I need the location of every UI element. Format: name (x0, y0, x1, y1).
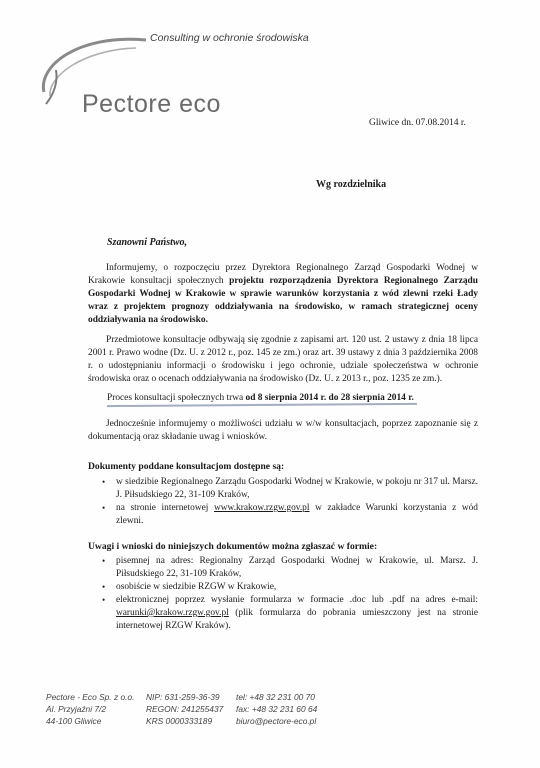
footer-line: NIP: 631-259-36-39 (146, 692, 220, 702)
footer-email[interactable]: biuro@pectore-eco.pl (236, 716, 317, 726)
company-tagline: Consulting w ochronie środowiska (150, 32, 309, 44)
documents-list (88, 476, 478, 528)
paragraph-participation: Jednocześnie informujemy o możliwości udziału w w/w konsultacjach, poprzez zapoznanie się z dokumentacją oraz składanie uwag i wniosków. (88, 419, 478, 442)
bullet-icon: • (102, 503, 106, 513)
project-title: projektu rozporządzenia Dyrektora Regionalnego Zarządu Gospodarki Wodnej w Krakowie w sprawie warunków korzystania z wód zlewni rzeki Łady wraz z projektem prognozy oddziaływania na środowisko, w ramach strategicznej oceny oddziaływania na środowisko. (88, 276, 478, 325)
footer-registration (146, 691, 223, 727)
footer-line: Al. Przyjaźni 7/2 (46, 704, 107, 714)
footer-line: Pectore - Eco Sp. z o.o. (46, 692, 135, 702)
intro-text: Informujemy, o rozpoczęciu przez Dyrektora Regionalnego Zarząd Gospodarki Wodnej w Krakowie konsultacji społecznych (88, 263, 478, 286)
footer-line: fax: +48 32 231 60 64 (236, 704, 318, 714)
list-item: • pisemnej na adres: Regionalny Zarząd Gospodarki Wodnej w Krakowie, ul. Marsz. J. Piłsudskiego 22, 31-109 Kraków, (102, 556, 478, 579)
letter-date: Gliwice dn. 07.08.2014 r. (369, 118, 466, 128)
period-intro: Proces konsultacji społecznych trwa (107, 393, 246, 403)
logo-text: Pectore eco (82, 90, 221, 118)
footer-line: 44-100 Gliwice (46, 716, 102, 726)
footer-contact (236, 691, 317, 727)
list-item: • elektronicznej poprzez wysłanie formularza w formacie .doc lub .pdf na adres e-mail: warunki@krakow.rzgw.gov.pl (plik formularza do pobrania umieszczony jest na stronie internetowej RZGW Kraków). (102, 595, 478, 631)
list-item: • osobiście w siedzibie RZGW w Krakowie, (102, 582, 277, 592)
footer-line: REGON: 241255437 (146, 704, 224, 714)
bullet-icon: • (102, 556, 106, 566)
letter-recipient: Wg rozdzielnika (316, 179, 387, 190)
comments-section-title: Uwagi i wnioski do niniejszych dokumentów można zgłaszać w formie: (88, 541, 378, 552)
footer-line: KRS 0000333189 (146, 716, 213, 726)
list-item: • na stronie internetowej www.krakow.rzgw.gov.pl w zakładce Warunki korzystania z wód zlewni. (102, 503, 478, 526)
bullet-icon: • (102, 595, 106, 605)
period-dates: od 8 sierpnia 2014 r. do 28 sierpnia 2014 r. (245, 393, 414, 403)
footer-line: tel: +48 32 231 00 70 (236, 692, 315, 702)
bullet-icon: • (102, 477, 106, 487)
website-link[interactable]: www.krakow.rzgw.gov.pl (214, 503, 310, 513)
list-item: • w siedzibie Regionalnego Zarządu Gospodarki Wodnej w Krakowie, w pokoju nr 317 ul. Marsz. J. Piłsudskiego 22, 31-109 Kraków, (102, 477, 479, 500)
bullet-icon: • (102, 582, 106, 592)
letter-greeting: Szanowni Państwo, (107, 237, 188, 248)
paragraph-intro (88, 262, 478, 327)
email-link[interactable]: warunki@krakow.rzgw.gov.pl (116, 608, 229, 618)
paragraph-legal-basis: Przedmiotowe konsultacje odbywają się zgodnie z zapisami art. 120 ust. 2 ustawy z dnia 18 lipca 2001 r. Prawo wodne (Dz. U. z 2012 r., poz. 145 ze zm.) oraz art. 39 ustawy z dnia 3 października 2008 r. o udostępnianiu informacji o środowisku i jego ochronie, udziale społeczeństwa w ochronie środowiska oraz o ocenach oddziaływania na środowisko (Dz. U. z 2013 r., poz. 1235 ze zm.). (88, 335, 478, 384)
footer-company (46, 691, 134, 727)
documents-section-title: Dokumenty poddane konsultacjom dostępne są: (88, 461, 285, 472)
comments-list (88, 555, 478, 633)
